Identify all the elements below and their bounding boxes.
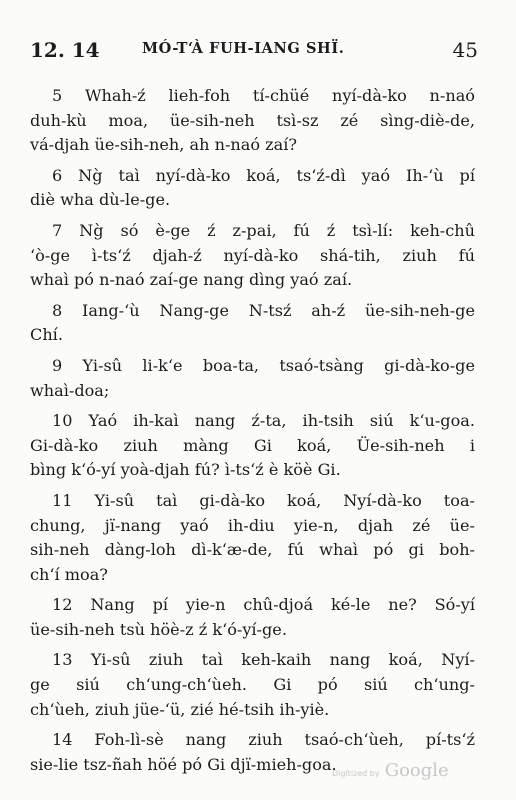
verse-line: üe-sih-neh tsù höè-z ź k‘ó-yí-ge. [30,619,287,639]
verse [30,84,475,158]
verse [30,219,475,293]
verse-line: ch‘ùeh, ziuh jüe-‘ü, zié hé-tsih ih-yiè. [30,699,330,719]
book-title: MÓ-T‘À FUH-IANG SHÏ. [142,40,345,57]
verse-line: 13 Yi-sû ziuh taì keh-kaih nang koá, Nyí- [52,650,475,670]
verse-line: vá-djah üe-sih-neh, ah n-naó zaí? [30,135,298,155]
running-header [30,38,478,66]
chapter-verse-range: 12. 14 [30,38,100,62]
verse-line: Chí. [30,325,63,345]
verse-line: 12 Nang pí yie-n chû-djoá ké-le ne? Só-yí [52,595,475,615]
verse-line: sie-lie tsz-ñah höé pó Gi djï-mieh-goa. [30,754,337,774]
verse-line: diè wha dù-le-ge. [30,190,171,210]
verse-line: 14 Foh-lì-sè nang ziuh tsaó-ch‘ùeh, pí-ts‘ź [52,730,475,750]
verse-line: 5 Whah-ź lieh-foh tí-chüé nyí-dà-ko n-naó [52,86,475,105]
verse [30,489,475,587]
verse-line: 7 Ng̀ só è-ge ź z-pai, fú ź tsì-lí: keh-chû [52,220,475,240]
verse [30,164,475,213]
verse [30,409,475,483]
verse-line: duh-kù moa, üe-sih-neh tsì-sz zé sìng-diè-de, [30,110,475,130]
verse-line: ge siú ch‘ung-ch‘ùeh. Gi pó siú ch‘ung- [30,675,475,695]
verse-line: 9 Yi-sû li-k‘e boa-ta, tsaó-tsàng gi-dà-ko-ge [52,355,475,375]
verse-line: 11 Yi-sû taì gi-dà-ko koá, Nyí-dà-ko toa- [52,490,475,510]
verse-line: sih-neh dàng-loh dì-k‘æ-de, fú whaì pó gi boh- [30,540,475,560]
page-number: 45 [452,38,478,62]
digitized-by-text: Digitized by [332,769,380,778]
verse-line: ‘ò-ge ì-ts‘ź djah-ź nyí-dà-ko shá-tih, ziuh fú [30,245,475,265]
verse-line: ch‘í moa? [30,564,108,584]
page-body [30,84,475,783]
verse-line: whaì-doa; [30,380,110,400]
google-logo: Google [384,760,449,781]
verse [30,648,475,722]
verse-line: 10 Yaó ih-kaì nang ź-ta, ih-tsih siú k‘u-goa. [52,411,475,431]
verse-line: whaì pó n-naó zaí-ge nang dìng yaó zaí. [30,270,353,290]
verse-line: 6 Ng̀ taì nyí-dà-ko koá, ts‘ź-dì yaó Ih-‘ù pí [52,165,475,185]
verse-line: chung, jï-nang yaó ih-diu yie-n, djah zé üe- [30,515,475,535]
digitized-watermark [332,760,449,781]
verse-line: bìng k‘ó-yí yoà-djah fú? ì-ts‘ź è köè Gi. [30,460,341,480]
verse-line: Gi-dà-ko ziuh màng Gi koá, Üe-sih-neh i [30,435,475,455]
verse [30,593,475,642]
verse-line: 8 Iang-‘ù Nang-ge N-tsź ah-ź üe-sih-neh-ge [52,300,475,320]
verse [30,354,475,403]
verse [30,299,475,348]
